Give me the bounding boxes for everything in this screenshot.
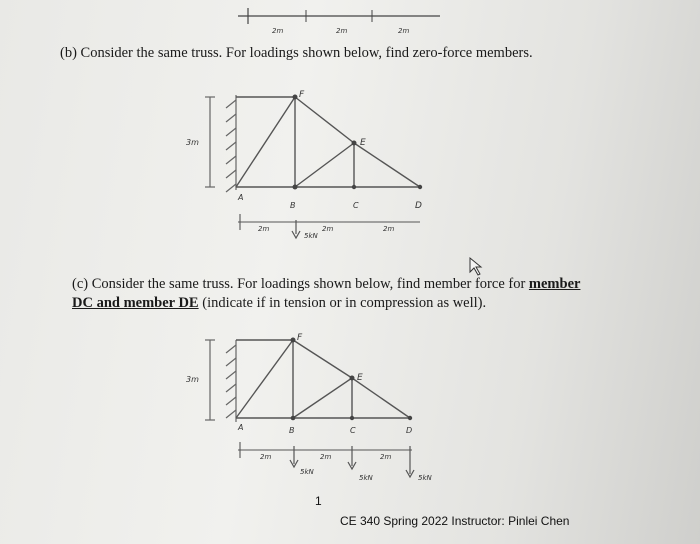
node-C-c: C	[350, 426, 356, 435]
truss-b	[186, 90, 422, 240]
node-B-c: B	[289, 426, 295, 435]
top-dim-1: 2m	[272, 27, 284, 35]
node-D-b: D	[415, 201, 422, 211]
node-C-b: C	[353, 201, 359, 210]
truss-c	[186, 333, 433, 482]
mouse-cursor-icon	[470, 258, 481, 275]
dim-b-1: 2m	[258, 225, 270, 233]
top-dim-3: 2m	[398, 27, 410, 35]
truss-b-members	[236, 97, 420, 187]
question-c	[72, 275, 592, 313]
footer-credit: CE 340 Spring 2022 Instructor: Pinlei Chen	[340, 514, 570, 528]
question-b: (b) Consider the same truss. For loadings shown below, find zero-force members.	[60, 45, 533, 61]
wall-support-b	[205, 95, 236, 192]
node-D-c: D	[406, 426, 413, 435]
dim-b-3: 2m	[383, 225, 395, 233]
dim-c-2: 2m	[320, 453, 332, 461]
load-c-3: 5kN	[418, 474, 432, 482]
question-c-prefix: (c) Consider the same truss. For loadings shown below, find member force for	[72, 276, 529, 292]
load-label-b: 5kN	[304, 232, 318, 240]
load-c-1: 5kN	[300, 468, 314, 476]
node-B-b: B	[290, 201, 296, 210]
top-dim-2: 2m	[336, 27, 348, 35]
page-number: 1	[315, 494, 322, 508]
node-E-c: E	[357, 373, 363, 383]
height-label-c: 3m	[186, 375, 199, 384]
load-arrow-b	[292, 220, 300, 238]
node-F-c: F	[297, 333, 303, 343]
node-A-b: A	[238, 193, 244, 202]
wall-support-c	[205, 340, 236, 422]
top-dimension-line	[238, 8, 440, 35]
question-c-members: member DC and member DE	[72, 276, 581, 311]
question-c-suffix: (indicate if in tension or in compression as well).	[198, 295, 487, 311]
height-label-b: 3m	[186, 138, 199, 147]
truss-c-members	[236, 340, 410, 418]
dim-c-1: 2m	[260, 453, 272, 461]
node-E-b: E	[360, 138, 366, 148]
node-F-b: F	[299, 90, 305, 100]
node-A-c: A	[238, 423, 244, 432]
load-c-2: 5kN	[359, 474, 373, 482]
dim-c-3: 2m	[380, 453, 392, 461]
dim-b-2: 2m	[322, 225, 334, 233]
